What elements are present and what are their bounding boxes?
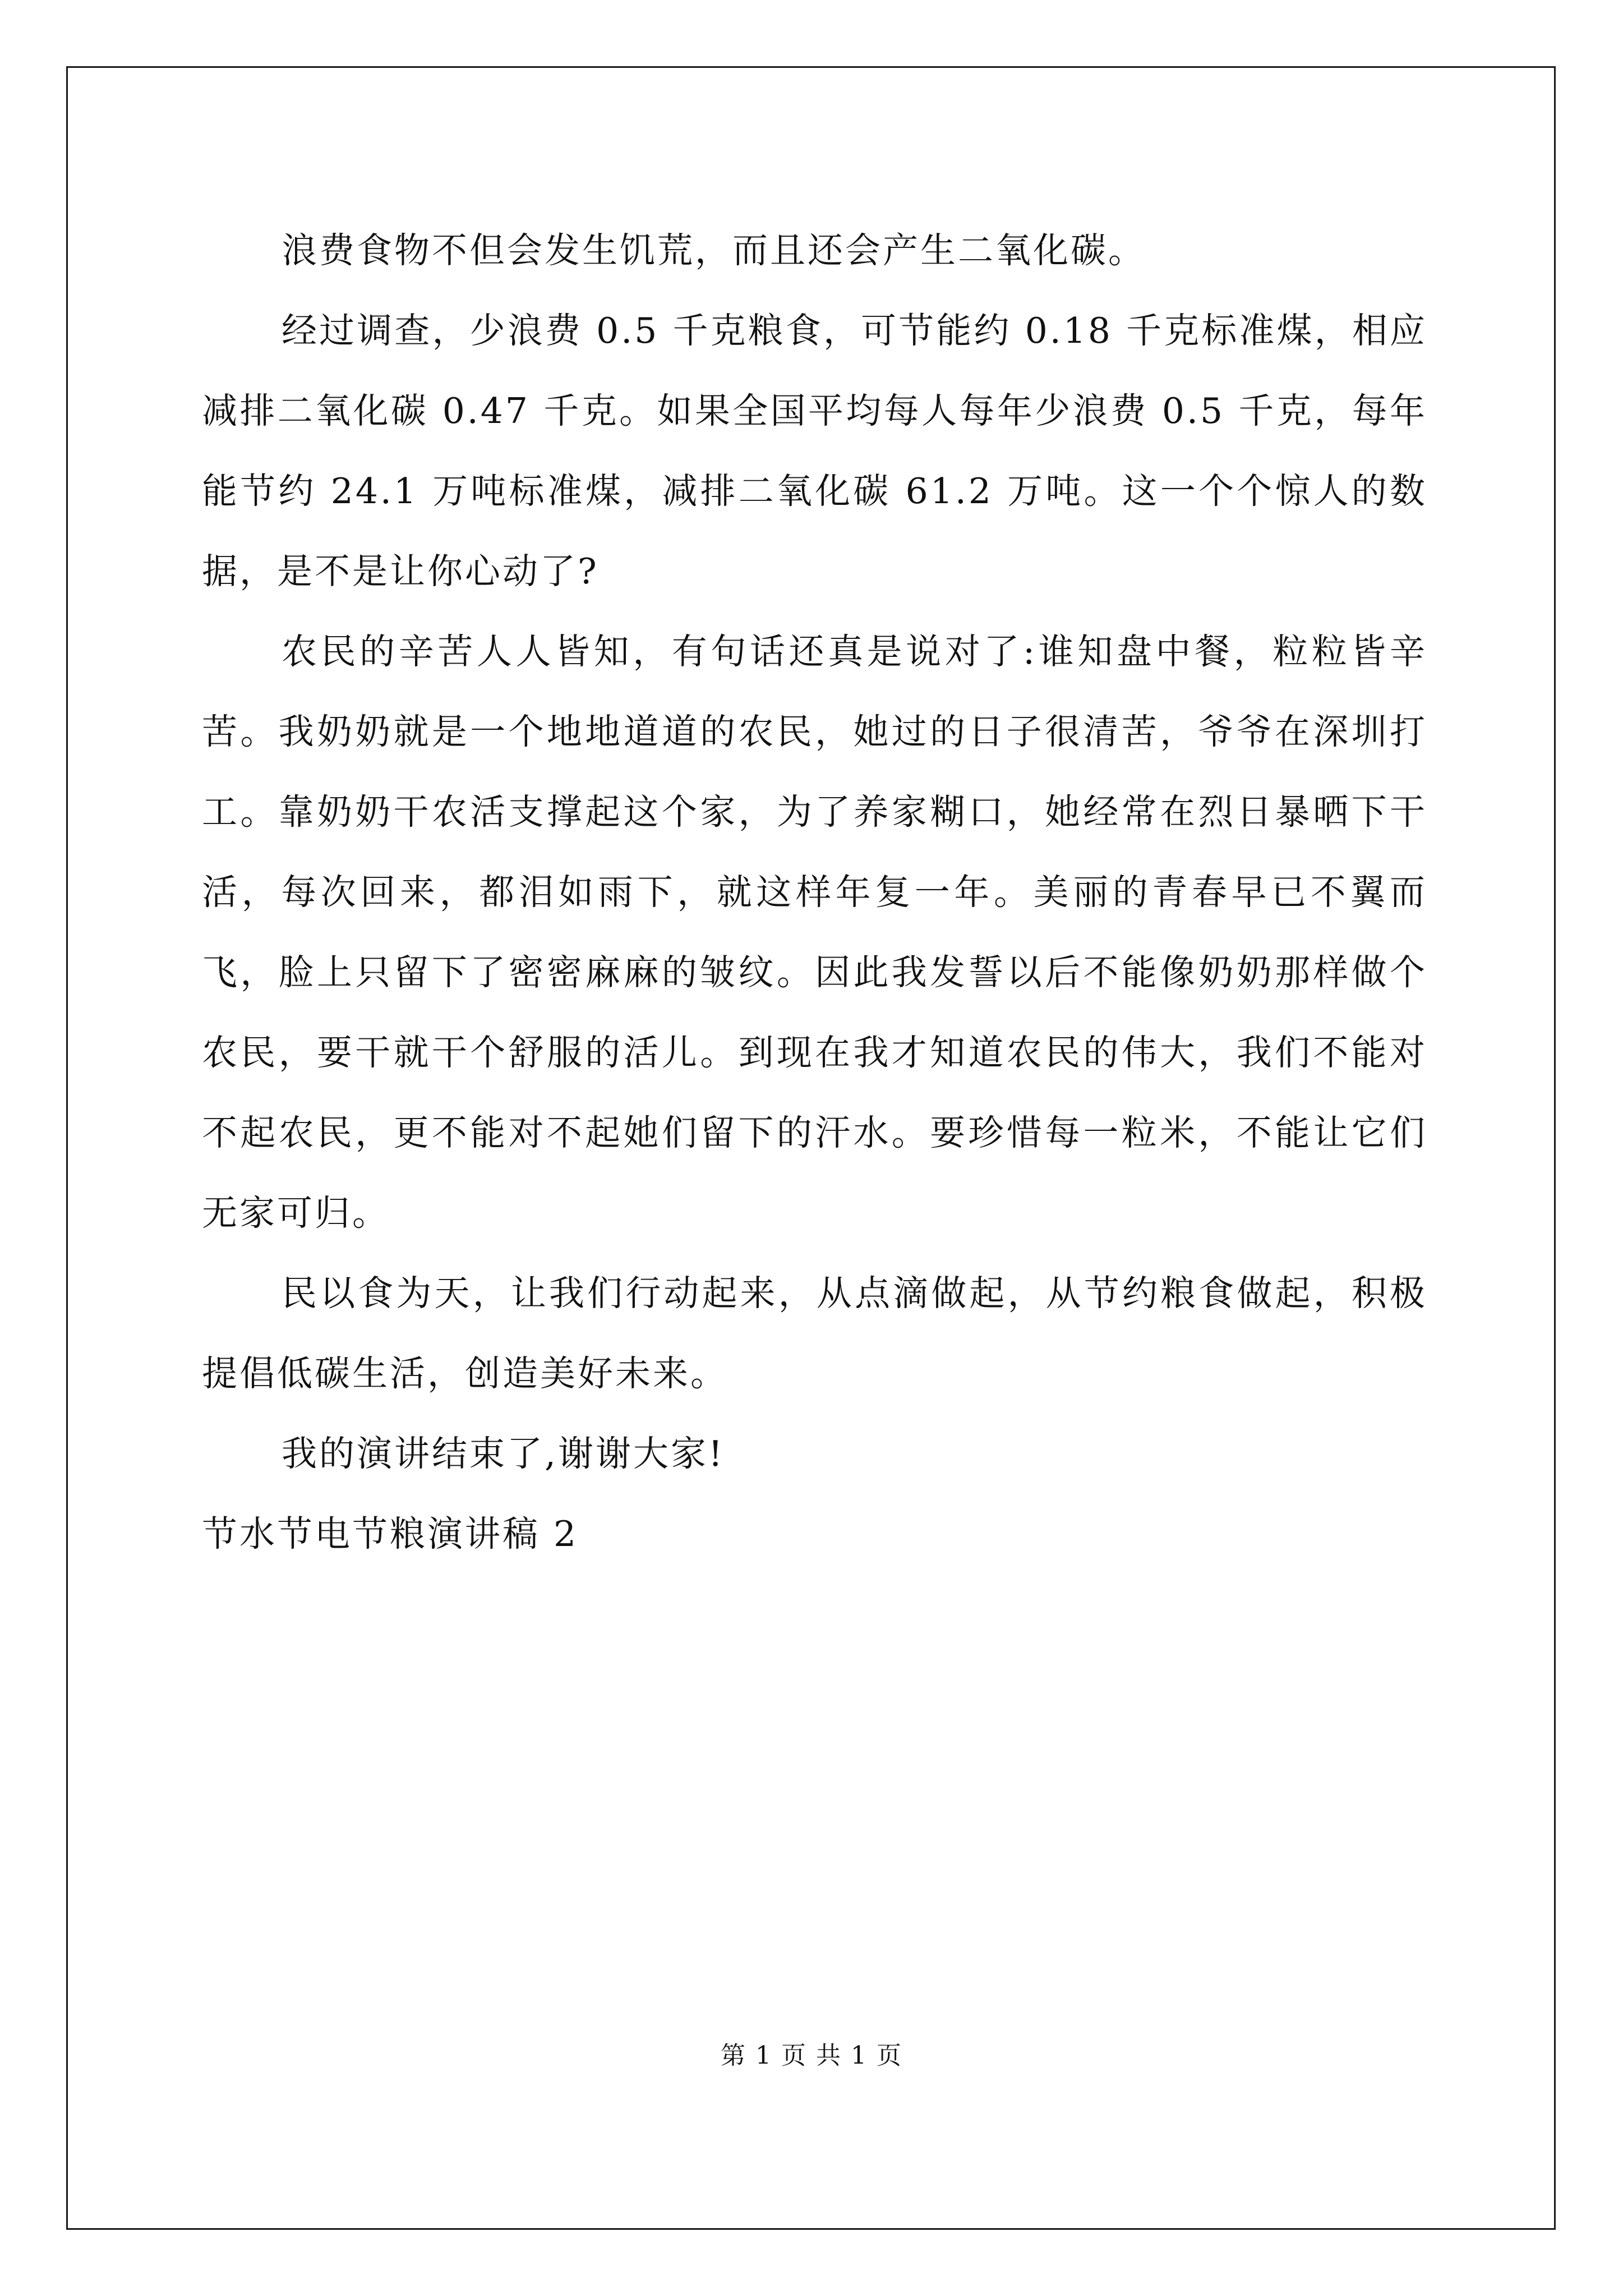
paragraph-3: 农民的辛苦人人皆知，有句话还真是说对了:谁知盘中餐，粒粒皆辛苦。我奶奶就是一个地地道道的农民，她过的日子很清苦，爷爷在深圳打工。靠奶奶干农活支撑起这个家，为了养家糊口，她经常在烈日暴晒下干活，每次回来，都泪如雨下，就这样年复一年。美丽的青春早已不翼而飞，脸上只留下了密密麻麻的皱纹。因此我发誓以后不能像奶奶那样做个农民，要干就干个舒服的活儿。到现在我才知道农民的伟大，我们不能对不起农民，更不能对不起她们留下的汗水。要珍惜每一粒米，不能让它们无家可归。	[202, 631, 1427, 1234]
paragraph-5: 我的演讲结束了,谢谢大家!	[282, 1433, 725, 1474]
document-body	[202, 210, 1427, 1574]
paragraph-2: 经过调查，少浪费 0.5 千克粮食，可节能约 0.18 千克标准煤，相应减排二氧化碳 0.47 千克。如果全国平均每人每年少浪费 0.5 千克，每年能节约 24.1 万吨标准煤，减排二氧化碳 61.2 万吨。这一个个惊人的数据，是不是让你心动了?	[202, 310, 1427, 592]
paragraph-4: 民以食为天，让我们行动起来，从点滴做起，从节约粮食做起，积极提倡低碳生活，创造美好未来。	[202, 1273, 1427, 1394]
next-section-title: 节水节电节粮演讲稿 2	[202, 1513, 579, 1554]
paragraph-1: 浪费食物不但会发生饥荒，而且还会产生二氧化碳。	[282, 230, 1146, 271]
page-number-footer: 第 1 页 共 1 页	[721, 2041, 902, 2070]
